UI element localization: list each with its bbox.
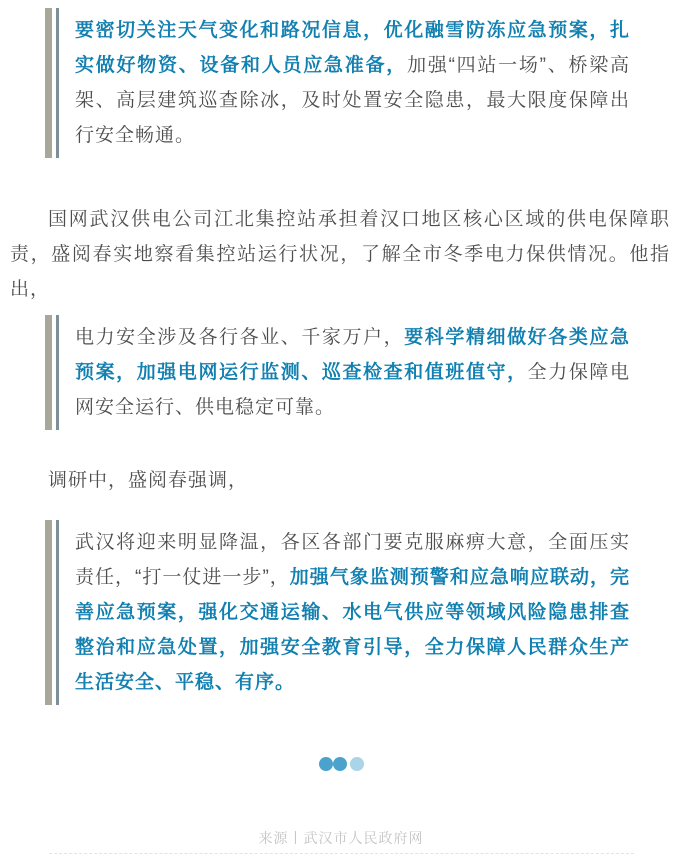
source-footer — [0, 829, 682, 847]
quote-block-cooling — [40, 520, 642, 705]
quote-power-emphasis-text: 要科学精细做好各类应急预案，加强电网运行监测、巡查检查和值班值守， — [75, 327, 630, 383]
quote-left-bar-outer — [45, 315, 52, 430]
quote-left-bar-inner — [56, 8, 59, 158]
pagination-dots — [0, 757, 682, 771]
quote-power-lead-text: 电力安全涉及各行各业、千家万户， — [75, 327, 405, 348]
quote-left-bar-inner — [56, 520, 59, 705]
quote-block-weather — [40, 8, 642, 158]
paragraph-research: 调研中，盛阅春强调， — [48, 470, 249, 491]
quote-cooling-emphasis-text: 加强气象监测预警和应急响应联动，完善应急预案，强化交通运输、水电气供应等领域风险隐患排查整治和应急处置，加强安全教育引导，全力保障人民群众生产生活安全、平稳、有序。 — [75, 567, 630, 693]
quote-cooling-lead-text: 武汉将迎来明显降温，各区各部门要克服麻痹大意，全面压实责任，“打一仗进一步”， — [75, 532, 630, 588]
quote-left-bar-inner — [56, 315, 59, 430]
quote-left-bar-outer — [45, 520, 52, 705]
paragraph-substation: 国网武汉供电公司江北集控站承担着汉口地区核心区域的供电保障职责，盛阅春实地察看集控站运行状况，了解全市冬季电力保供情况。他指出， — [10, 209, 670, 300]
quote-block-power-safety — [40, 315, 642, 430]
quote-weather-emphasis-text: 要密切关注天气变化和路况信息，优化融雪防冻应急预案，扎实做好物资、设备和人员应急准备， — [75, 20, 630, 76]
quote-power-tail-text: 全力保障电网安全运行、供电稳定可靠。 — [75, 362, 630, 418]
quote-weather-normal-text: 加强“四站一场”、桥梁高架、高层建筑巡查除冰，及时处置安全隐患，最大限度保障出行安全畅通。 — [75, 55, 630, 146]
pagination-dot-1 — [319, 757, 333, 771]
source-footer-text: 来源丨武汉市人民政府网 — [258, 830, 424, 846]
pagination-dot-2 — [333, 757, 347, 771]
quote-left-bar-outer — [45, 8, 52, 158]
pagination-dot-3 — [350, 757, 364, 771]
